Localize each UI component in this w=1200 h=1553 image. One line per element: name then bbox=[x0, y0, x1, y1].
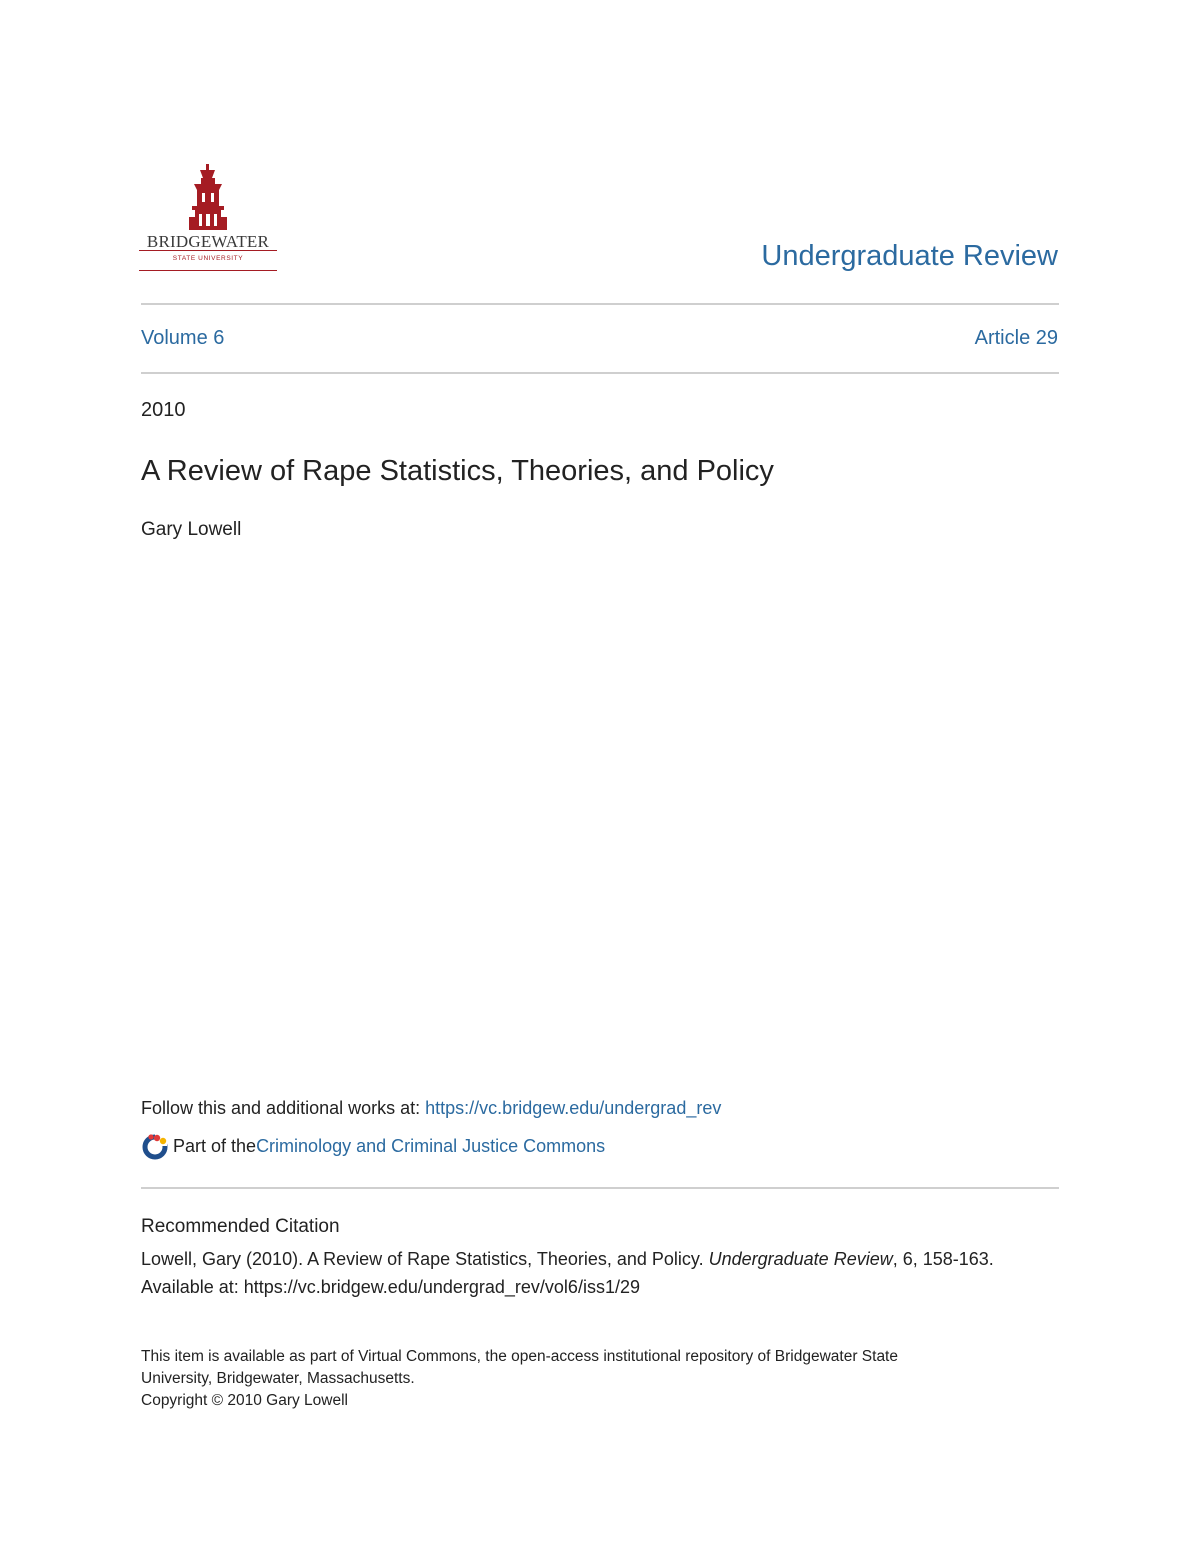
repository-footer bbox=[141, 1346, 1041, 1412]
author-name: Gary Lowell bbox=[141, 519, 242, 540]
commons-discipline-link[interactable]: Criminology and Criminal Justice Commons bbox=[256, 1135, 606, 1156]
journal-title-link[interactable]: Undergraduate Review bbox=[761, 240, 1058, 272]
follow-line bbox=[141, 1098, 721, 1119]
footer-line-2: University, Bridgewater, Massachusetts. bbox=[141, 1370, 415, 1387]
recommended-citation-heading: Recommended Citation bbox=[141, 1216, 340, 1237]
logo-subtext: STATE UNIVERSITY bbox=[172, 255, 244, 262]
follow-prefix: Follow this and additional works at: bbox=[141, 1098, 426, 1118]
follow-url-link[interactable]: https://vc.bridgew.edu/undergrad_rev bbox=[425, 1098, 722, 1118]
issue-divider bbox=[141, 372, 1059, 374]
logo-wordmark: BRIDGEWATER bbox=[146, 232, 270, 251]
paper-title: A Review of Rape Statistics, Theories, and Policy bbox=[141, 455, 774, 487]
volume-link[interactable]: Volume 6 bbox=[141, 327, 225, 349]
part-of-prefix: Part of the bbox=[173, 1135, 257, 1156]
article-link[interactable]: Article 29 bbox=[974, 327, 1058, 349]
publication-year: 2010 bbox=[141, 399, 186, 421]
citation-divider bbox=[141, 1187, 1059, 1189]
citation-journal: Undergraduate Review bbox=[708, 1249, 893, 1269]
footer-line-1: This item is available as part of Virtual Commons, the open-access institutional repository of Bridgewater State bbox=[141, 1348, 898, 1365]
citation-block bbox=[141, 1245, 1071, 1301]
copyright-line: Copyright © 2010 Gary Lowell bbox=[141, 1392, 348, 1409]
citation-text-before: Lowell, Gary (2010). A Review of Rape Statistics, Theories, and Policy. bbox=[141, 1249, 709, 1269]
bepress-commons-icon bbox=[141, 1132, 169, 1160]
header-divider bbox=[141, 303, 1059, 305]
part-of-line bbox=[141, 1132, 605, 1160]
citation-text-after: , 6, 158-163. bbox=[892, 1249, 994, 1269]
citation-available: Available at: https://vc.bridgew.edu/undergrad_rev/vol6/iss1/29 bbox=[141, 1277, 640, 1297]
